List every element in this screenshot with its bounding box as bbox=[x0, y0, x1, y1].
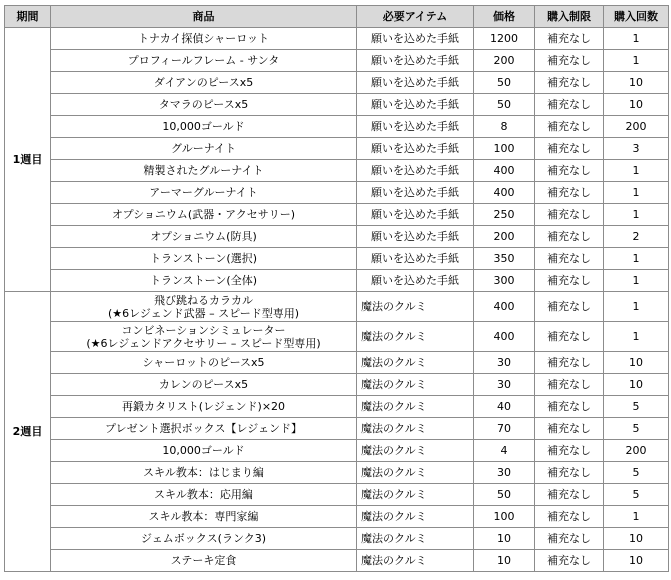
count-cell: 1 bbox=[604, 160, 669, 182]
product-cell bbox=[51, 418, 357, 440]
product-name: シャーロットのピースx5 bbox=[142, 356, 265, 369]
required-item-cell: 魔法のクルミ bbox=[357, 506, 474, 528]
price-cell: 250 bbox=[474, 204, 535, 226]
product-cell bbox=[51, 204, 357, 226]
price-cell: 300 bbox=[474, 270, 535, 292]
limit-cell: 補充なし bbox=[535, 528, 604, 550]
product-name: スキル教本：はじまり編 bbox=[143, 466, 264, 479]
count-cell: 10 bbox=[604, 550, 669, 572]
product-name: スキル教本：専門家編 bbox=[148, 510, 259, 523]
product-cell bbox=[51, 28, 357, 50]
price-cell: 50 bbox=[474, 94, 535, 116]
table-row bbox=[5, 138, 669, 160]
product-cell bbox=[51, 72, 357, 94]
count-cell: 2 bbox=[604, 226, 669, 248]
product-cell bbox=[51, 462, 357, 484]
header-period: 期間 bbox=[5, 6, 51, 28]
product-name: 精製されたグルーナイト bbox=[143, 164, 264, 177]
price-cell: 50 bbox=[474, 484, 535, 506]
product-name: トナカイ探偵シャーロット bbox=[137, 32, 269, 45]
table-row bbox=[5, 28, 669, 50]
limit-cell: 補充なし bbox=[535, 374, 604, 396]
required-item-cell: 願いを込めた手紙 bbox=[357, 270, 474, 292]
table-row bbox=[5, 50, 669, 72]
limit-cell: 補充なし bbox=[535, 28, 604, 50]
table-row bbox=[5, 292, 669, 322]
price-cell: 200 bbox=[474, 50, 535, 72]
required-item-cell: 魔法のクルミ bbox=[357, 396, 474, 418]
limit-cell: 補充なし bbox=[535, 182, 604, 204]
required-item-cell: 願いを込めた手紙 bbox=[357, 204, 474, 226]
price-cell: 200 bbox=[474, 226, 535, 248]
table-row bbox=[5, 182, 669, 204]
product-name: ステーキ定食 bbox=[170, 554, 237, 567]
count-cell: 5 bbox=[604, 484, 669, 506]
limit-cell: 補充なし bbox=[535, 226, 604, 248]
limit-cell: 補充なし bbox=[535, 50, 604, 72]
price-cell: 30 bbox=[474, 352, 535, 374]
shop-table bbox=[4, 5, 669, 572]
product-cell bbox=[51, 292, 357, 322]
table-row bbox=[5, 226, 669, 248]
product-cell bbox=[51, 270, 357, 292]
table-row bbox=[5, 322, 669, 352]
count-cell: 10 bbox=[604, 94, 669, 116]
price-cell: 100 bbox=[474, 138, 535, 160]
required-item-cell: 魔法のクルミ bbox=[357, 292, 474, 322]
table-row bbox=[5, 374, 669, 396]
limit-cell: 補充なし bbox=[535, 322, 604, 352]
limit-cell: 補充なし bbox=[535, 484, 604, 506]
table-row bbox=[5, 418, 669, 440]
product-name: オプショニウム(防具) bbox=[150, 230, 257, 243]
product-cell bbox=[51, 374, 357, 396]
count-cell: 1 bbox=[604, 292, 669, 322]
price-cell: 350 bbox=[474, 248, 535, 270]
price-cell: 70 bbox=[474, 418, 535, 440]
price-cell: 4 bbox=[474, 440, 535, 462]
product-name: プロフィールフレーム - サンタ bbox=[127, 54, 280, 67]
count-cell: 10 bbox=[604, 374, 669, 396]
table-row bbox=[5, 396, 669, 418]
price-cell: 400 bbox=[474, 322, 535, 352]
product-cell bbox=[51, 50, 357, 72]
limit-cell: 補充なし bbox=[535, 352, 604, 374]
limit-cell: 補充なし bbox=[535, 116, 604, 138]
product-name: スキル教本：応用編 bbox=[154, 488, 253, 501]
limit-cell: 補充なし bbox=[535, 138, 604, 160]
required-item-cell: 魔法のクルミ bbox=[357, 374, 474, 396]
limit-cell: 補充なし bbox=[535, 160, 604, 182]
product-cell bbox=[51, 182, 357, 204]
limit-cell: 補充なし bbox=[535, 440, 604, 462]
product-name: オプショニウム(武器・アクセサリー) bbox=[111, 208, 296, 221]
table-row bbox=[5, 116, 669, 138]
limit-cell: 補充なし bbox=[535, 292, 604, 322]
price-cell: 10 bbox=[474, 528, 535, 550]
product-note: (★6レジェンドアクセサリー – スピード型専用) bbox=[86, 336, 321, 350]
table-row bbox=[5, 204, 669, 226]
header-row bbox=[5, 6, 669, 28]
product-name: プレゼント選択ボックス【レジェンド】 bbox=[105, 422, 302, 435]
required-item-cell: 魔法のクルミ bbox=[357, 550, 474, 572]
required-item-cell: 魔法のクルミ bbox=[357, 440, 474, 462]
product-cell bbox=[51, 226, 357, 248]
required-item-cell: 願いを込めた手紙 bbox=[357, 72, 474, 94]
table-row bbox=[5, 72, 669, 94]
product-cell bbox=[51, 248, 357, 270]
header-limit: 購入制限 bbox=[535, 6, 604, 28]
product-name: グルーナイト bbox=[171, 142, 236, 155]
product-note: (★6レジェンド武器 – スピード型専用) bbox=[108, 306, 299, 320]
count-cell: 10 bbox=[604, 528, 669, 550]
required-item-cell: 願いを込めた手紙 bbox=[357, 28, 474, 50]
count-cell: 1 bbox=[604, 204, 669, 226]
required-item-cell: 魔法のクルミ bbox=[357, 484, 474, 506]
product-name: トランストーン(全体) bbox=[149, 274, 258, 287]
product-cell bbox=[51, 352, 357, 374]
required-item-cell: 願いを込めた手紙 bbox=[357, 94, 474, 116]
product-name: カレンのピースx5 bbox=[158, 378, 249, 391]
limit-cell: 補充なし bbox=[535, 396, 604, 418]
required-item-cell: 魔法のクルミ bbox=[357, 528, 474, 550]
count-cell: 1 bbox=[604, 270, 669, 292]
product-name: 10,000ゴールド bbox=[162, 444, 245, 457]
product-name: トランストーン(選択) bbox=[149, 252, 258, 265]
product-cell bbox=[51, 506, 357, 528]
table-row bbox=[5, 550, 669, 572]
header-required-item: 必要アイテム bbox=[357, 6, 474, 28]
price-cell: 8 bbox=[474, 116, 535, 138]
count-cell: 1 bbox=[604, 50, 669, 72]
price-cell: 100 bbox=[474, 506, 535, 528]
required-item-cell: 願いを込めた手紙 bbox=[357, 116, 474, 138]
product-cell bbox=[51, 94, 357, 116]
price-cell: 40 bbox=[474, 396, 535, 418]
table-body bbox=[5, 28, 669, 572]
table-row bbox=[5, 440, 669, 462]
product-name: ダイアンのピースx5 bbox=[153, 76, 254, 89]
product-name: 10,000ゴールド bbox=[162, 120, 245, 133]
product-name: コンビネーションシミュレーター bbox=[121, 323, 286, 337]
count-cell: 1 bbox=[604, 248, 669, 270]
limit-cell: 補充なし bbox=[535, 204, 604, 226]
count-cell: 1 bbox=[604, 322, 669, 352]
count-cell: 1 bbox=[604, 182, 669, 204]
header-count: 購入回数 bbox=[604, 6, 669, 28]
table-row bbox=[5, 462, 669, 484]
count-cell: 5 bbox=[604, 418, 669, 440]
required-item-cell: 魔法のクルミ bbox=[357, 462, 474, 484]
required-item-cell: 願いを込めた手紙 bbox=[357, 182, 474, 204]
product-cell bbox=[51, 116, 357, 138]
table-row bbox=[5, 352, 669, 374]
table-row bbox=[5, 248, 669, 270]
price-cell: 400 bbox=[474, 182, 535, 204]
price-cell: 30 bbox=[474, 374, 535, 396]
limit-cell: 補充なし bbox=[535, 418, 604, 440]
product-cell bbox=[51, 484, 357, 506]
limit-cell: 補充なし bbox=[535, 550, 604, 572]
count-cell: 200 bbox=[604, 116, 669, 138]
count-cell: 5 bbox=[604, 396, 669, 418]
table-row bbox=[5, 270, 669, 292]
count-cell: 1 bbox=[604, 506, 669, 528]
required-item-cell: 願いを込めた手紙 bbox=[357, 248, 474, 270]
table-row bbox=[5, 528, 669, 550]
table-row bbox=[5, 506, 669, 528]
product-name: アーマーグルーナイト bbox=[149, 186, 258, 199]
count-cell: 10 bbox=[604, 72, 669, 94]
limit-cell: 補充なし bbox=[535, 72, 604, 94]
table-row bbox=[5, 94, 669, 116]
count-cell: 5 bbox=[604, 462, 669, 484]
required-item-cell: 願いを込めた手紙 bbox=[357, 50, 474, 72]
period-cell: 2週目 bbox=[5, 292, 51, 572]
required-item-cell: 魔法のクルミ bbox=[357, 418, 474, 440]
product-name: 飛び跳ねるカラカル bbox=[154, 293, 253, 307]
product-cell bbox=[51, 396, 357, 418]
price-cell: 400 bbox=[474, 292, 535, 322]
product-cell bbox=[51, 160, 357, 182]
table-row bbox=[5, 160, 669, 182]
price-cell: 400 bbox=[474, 160, 535, 182]
limit-cell: 補充なし bbox=[535, 462, 604, 484]
product-cell bbox=[51, 528, 357, 550]
required-item-cell: 魔法のクルミ bbox=[357, 322, 474, 352]
period-cell: 1週目 bbox=[5, 28, 51, 292]
count-cell: 1 bbox=[604, 28, 669, 50]
count-cell: 3 bbox=[604, 138, 669, 160]
header-price: 価格 bbox=[474, 6, 535, 28]
product-cell bbox=[51, 440, 357, 462]
required-item-cell: 願いを込めた手紙 bbox=[357, 138, 474, 160]
header-product: 商品 bbox=[51, 6, 357, 28]
required-item-cell: 願いを込めた手紙 bbox=[357, 160, 474, 182]
product-name: ジェムボックス(ランク3) bbox=[140, 532, 267, 545]
product-name: タマラのピースx5 bbox=[158, 98, 249, 111]
price-cell: 50 bbox=[474, 72, 535, 94]
limit-cell: 補充なし bbox=[535, 94, 604, 116]
product-cell bbox=[51, 138, 357, 160]
price-cell: 1200 bbox=[474, 28, 535, 50]
table-row bbox=[5, 484, 669, 506]
required-item-cell: 願いを込めた手紙 bbox=[357, 226, 474, 248]
limit-cell: 補充なし bbox=[535, 270, 604, 292]
count-cell: 10 bbox=[604, 352, 669, 374]
product-cell bbox=[51, 322, 357, 352]
product-cell bbox=[51, 550, 357, 572]
price-cell: 30 bbox=[474, 462, 535, 484]
price-cell: 10 bbox=[474, 550, 535, 572]
limit-cell: 補充なし bbox=[535, 248, 604, 270]
count-cell: 200 bbox=[604, 440, 669, 462]
product-name: 再鍛カタリスト(レジェンド)×20 bbox=[121, 400, 286, 413]
required-item-cell: 魔法のクルミ bbox=[357, 352, 474, 374]
limit-cell: 補充なし bbox=[535, 506, 604, 528]
